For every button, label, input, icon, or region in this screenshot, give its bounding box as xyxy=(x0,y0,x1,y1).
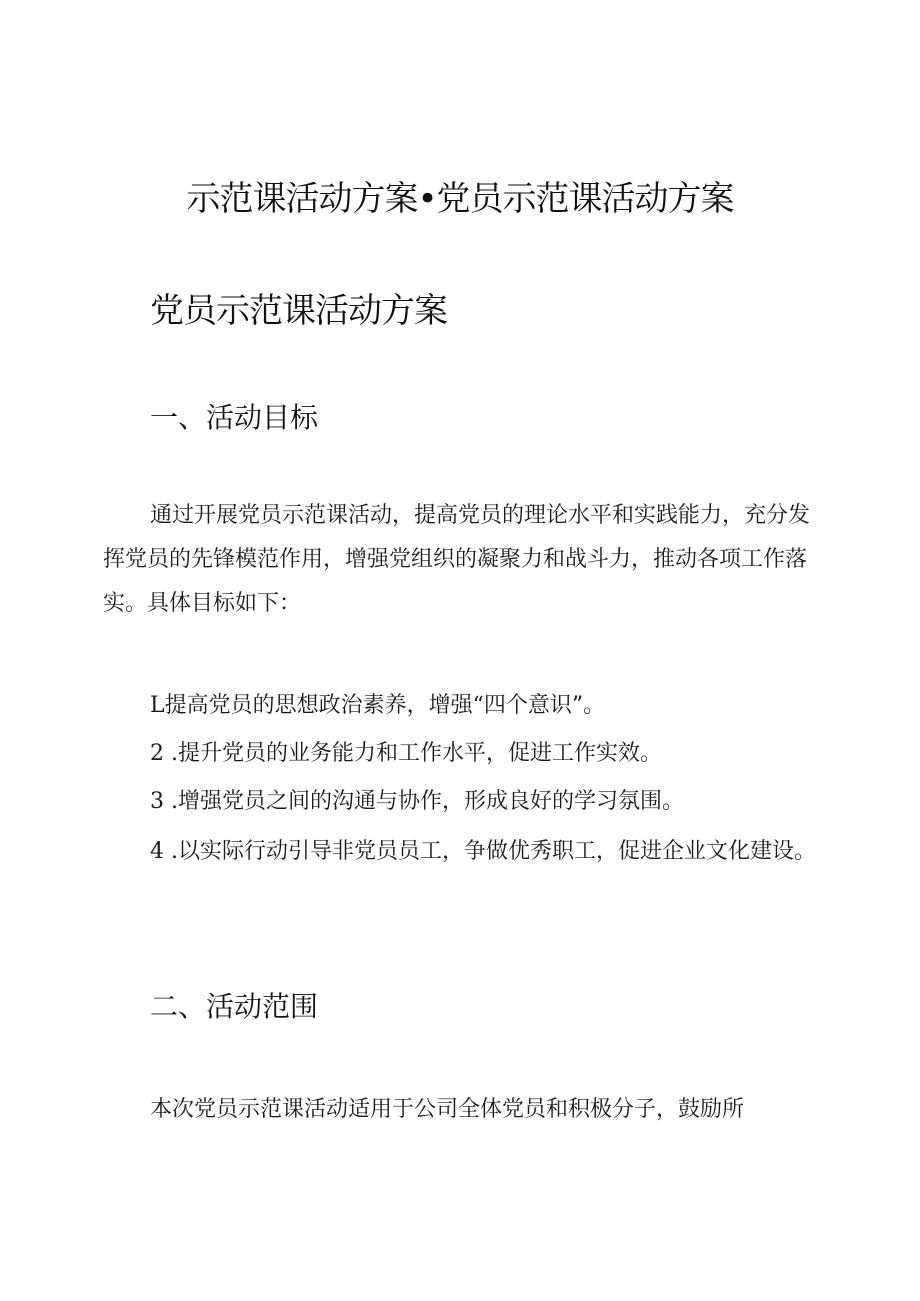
document-subtitle: 党员示范课活动方案 xyxy=(150,291,447,331)
scope-intro-paragraph: 本次党员示范课活动适用于公司全体党员和积极分子，鼓励所 xyxy=(150,1097,745,1122)
goal-item-4 xyxy=(103,830,825,874)
goals-intro-text: 通过开展党员示范课活动，提高党员的理论水平和实践能力，充分发挥党员的先锋模范作用，增强党组织的凝聚力和战斗力，推动各项工作落实。具体目标如下： xyxy=(103,503,811,616)
goal-item-4-text: 4 .以实际行动引导非党员员工，争做优秀职工，促进企业文化建设。 xyxy=(150,839,816,864)
section-heading-scope: 二、活动范围 xyxy=(150,990,319,1023)
document-title: 示范课活动方案•党员示范课活动方案 xyxy=(186,179,734,219)
section-heading-goals: 一、活动目标 xyxy=(150,401,319,434)
goal-item-1: L提高党员的思想政治素养，增强“四个意识”。 xyxy=(150,693,606,718)
goal-item-3: 3 .增强党员之间的沟通与协作，形成良好的学习氛围。 xyxy=(150,789,684,814)
goal-item-2: 2 .提升党员的业务能力和工作水平，促进工作实效。 xyxy=(150,741,662,766)
goals-intro-paragraph xyxy=(103,494,825,626)
